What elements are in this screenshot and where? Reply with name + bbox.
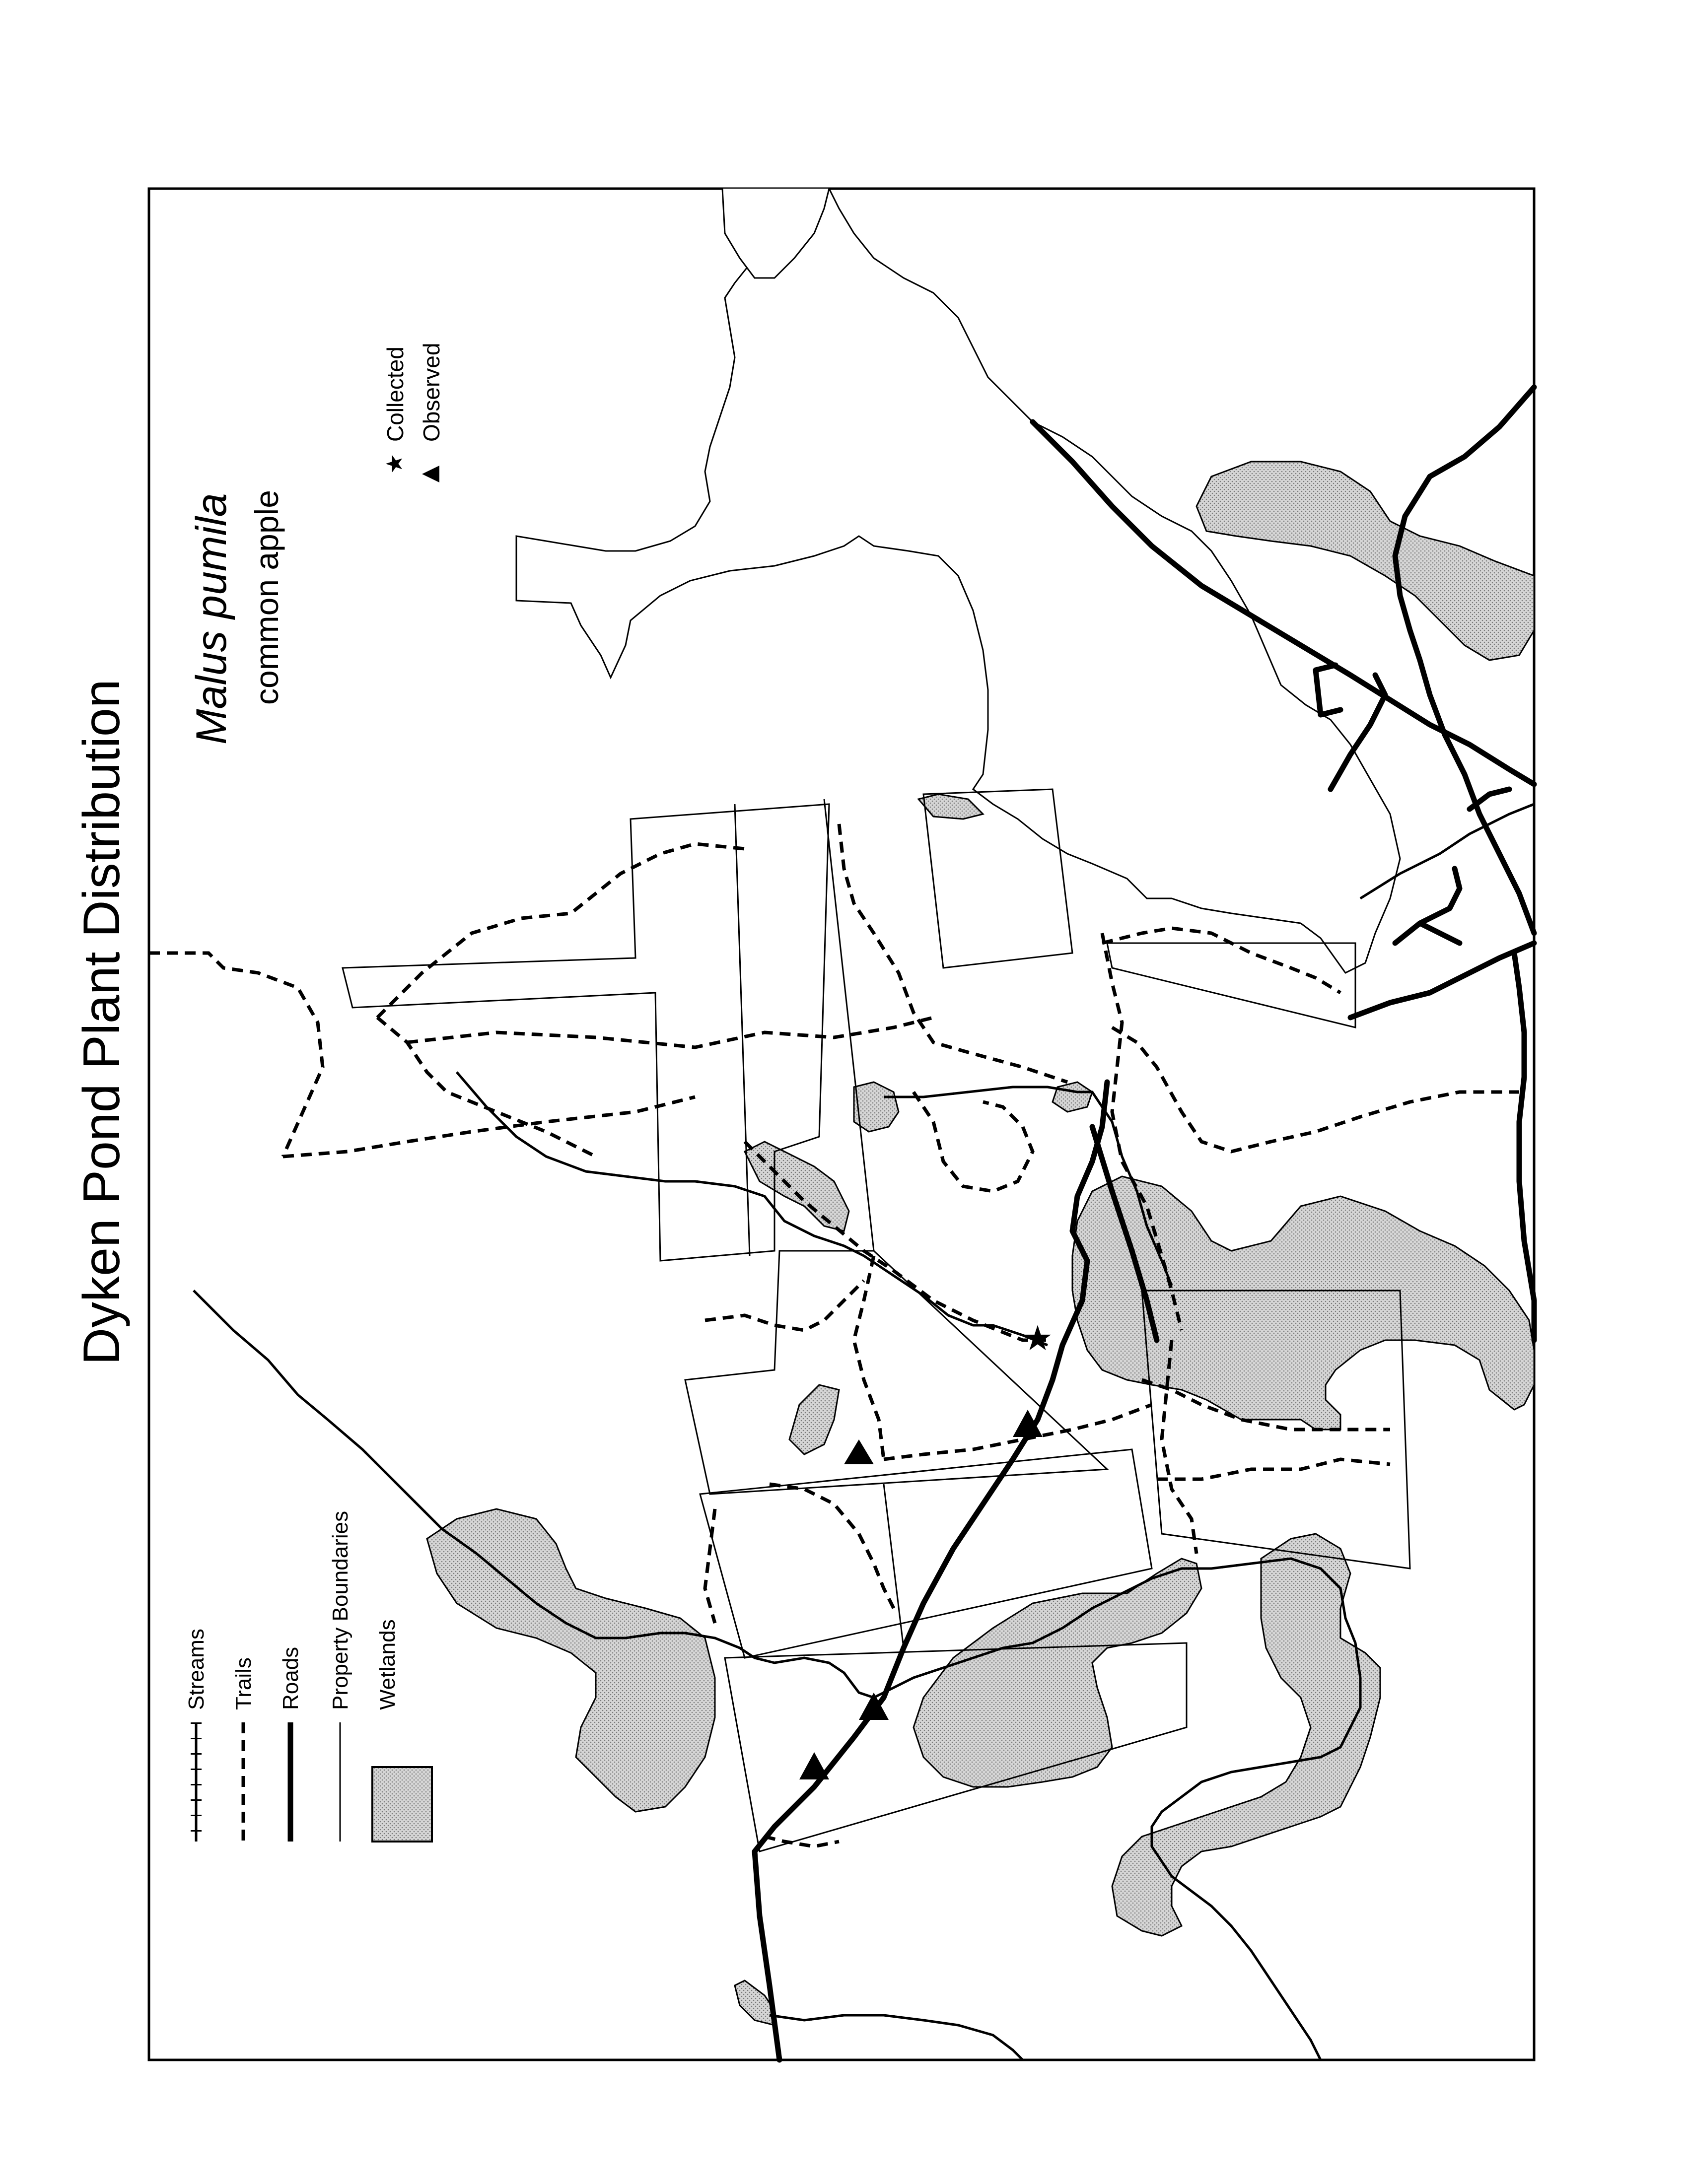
- road: [1420, 923, 1460, 943]
- wetland-area: [789, 1385, 839, 1454]
- road: [1395, 387, 1534, 933]
- property-line: [884, 1484, 904, 1648]
- trail: [705, 1509, 715, 1623]
- stream: [457, 1072, 1048, 1345]
- symbol-key: [381, 343, 444, 482]
- trail: [407, 1018, 933, 1047]
- trail: [770, 1484, 894, 1608]
- observed-triangle-icon: [422, 466, 439, 482]
- road: [1395, 869, 1460, 943]
- species-common-name: common apple: [248, 490, 285, 705]
- stream: [457, 1072, 1048, 1345]
- road: [1514, 953, 1534, 1340]
- legend-wetlands-symbol: [372, 1767, 432, 1842]
- trail: [705, 1281, 864, 1330]
- wetland-area: [427, 1509, 715, 1812]
- trail: [283, 1097, 695, 1157]
- road: [1316, 665, 1340, 715]
- stream: [194, 1291, 1360, 2060]
- observed-label: Observed: [419, 342, 444, 442]
- wetland-area: [918, 794, 983, 819]
- dyken-pond-outline: [516, 189, 1400, 973]
- legend-wetlands-label: Wetlands: [375, 1619, 400, 1710]
- property-parcel: [1107, 943, 1355, 1027]
- trail: [149, 953, 323, 1157]
- wetland-area: [1072, 1176, 1534, 1430]
- trail: [854, 1256, 884, 1459]
- trail: [914, 1092, 1033, 1191]
- wetlands-layer: [427, 462, 1534, 2025]
- legend-roads-label: Roads: [279, 1646, 303, 1710]
- trail: [377, 1018, 596, 1157]
- legend-trails-label: Trails: [231, 1657, 256, 1710]
- road: [755, 1082, 1107, 2060]
- stream: [770, 2015, 1023, 2060]
- legend-property-boundaries-label: Property Boundaries: [328, 1510, 352, 1710]
- trail: [377, 844, 745, 1018]
- road: [1350, 943, 1534, 1018]
- wetland-area: [914, 1559, 1201, 1787]
- map-legend: [184, 1511, 432, 1842]
- collected-marker-star-icon: ★: [1022, 1319, 1054, 1358]
- property-parcel: [685, 1251, 1107, 1494]
- observed-marker-triangle-icon: [799, 1752, 829, 1779]
- collected-star-icon: ★: [381, 453, 407, 474]
- trail: [1157, 1459, 1390, 1479]
- observed-marker-triangle-icon: [844, 1439, 874, 1464]
- streams-layer: [194, 804, 1534, 2060]
- species-scientific-name: Malus pumila: [188, 493, 235, 745]
- stream: [770, 2015, 1023, 2060]
- wetland-area: [1053, 1082, 1092, 1112]
- trail: [765, 1837, 839, 1846]
- stream: [194, 1291, 1360, 2060]
- trail: [1102, 928, 1340, 993]
- trail: [839, 824, 1067, 1082]
- legend-streams-label: Streams: [184, 1629, 209, 1710]
- trail: [1112, 1027, 1519, 1152]
- map-title: Dyken Pond Plant Distribution: [73, 679, 131, 1365]
- wetland-area: [854, 1082, 899, 1132]
- collected-label: Collected: [382, 346, 408, 442]
